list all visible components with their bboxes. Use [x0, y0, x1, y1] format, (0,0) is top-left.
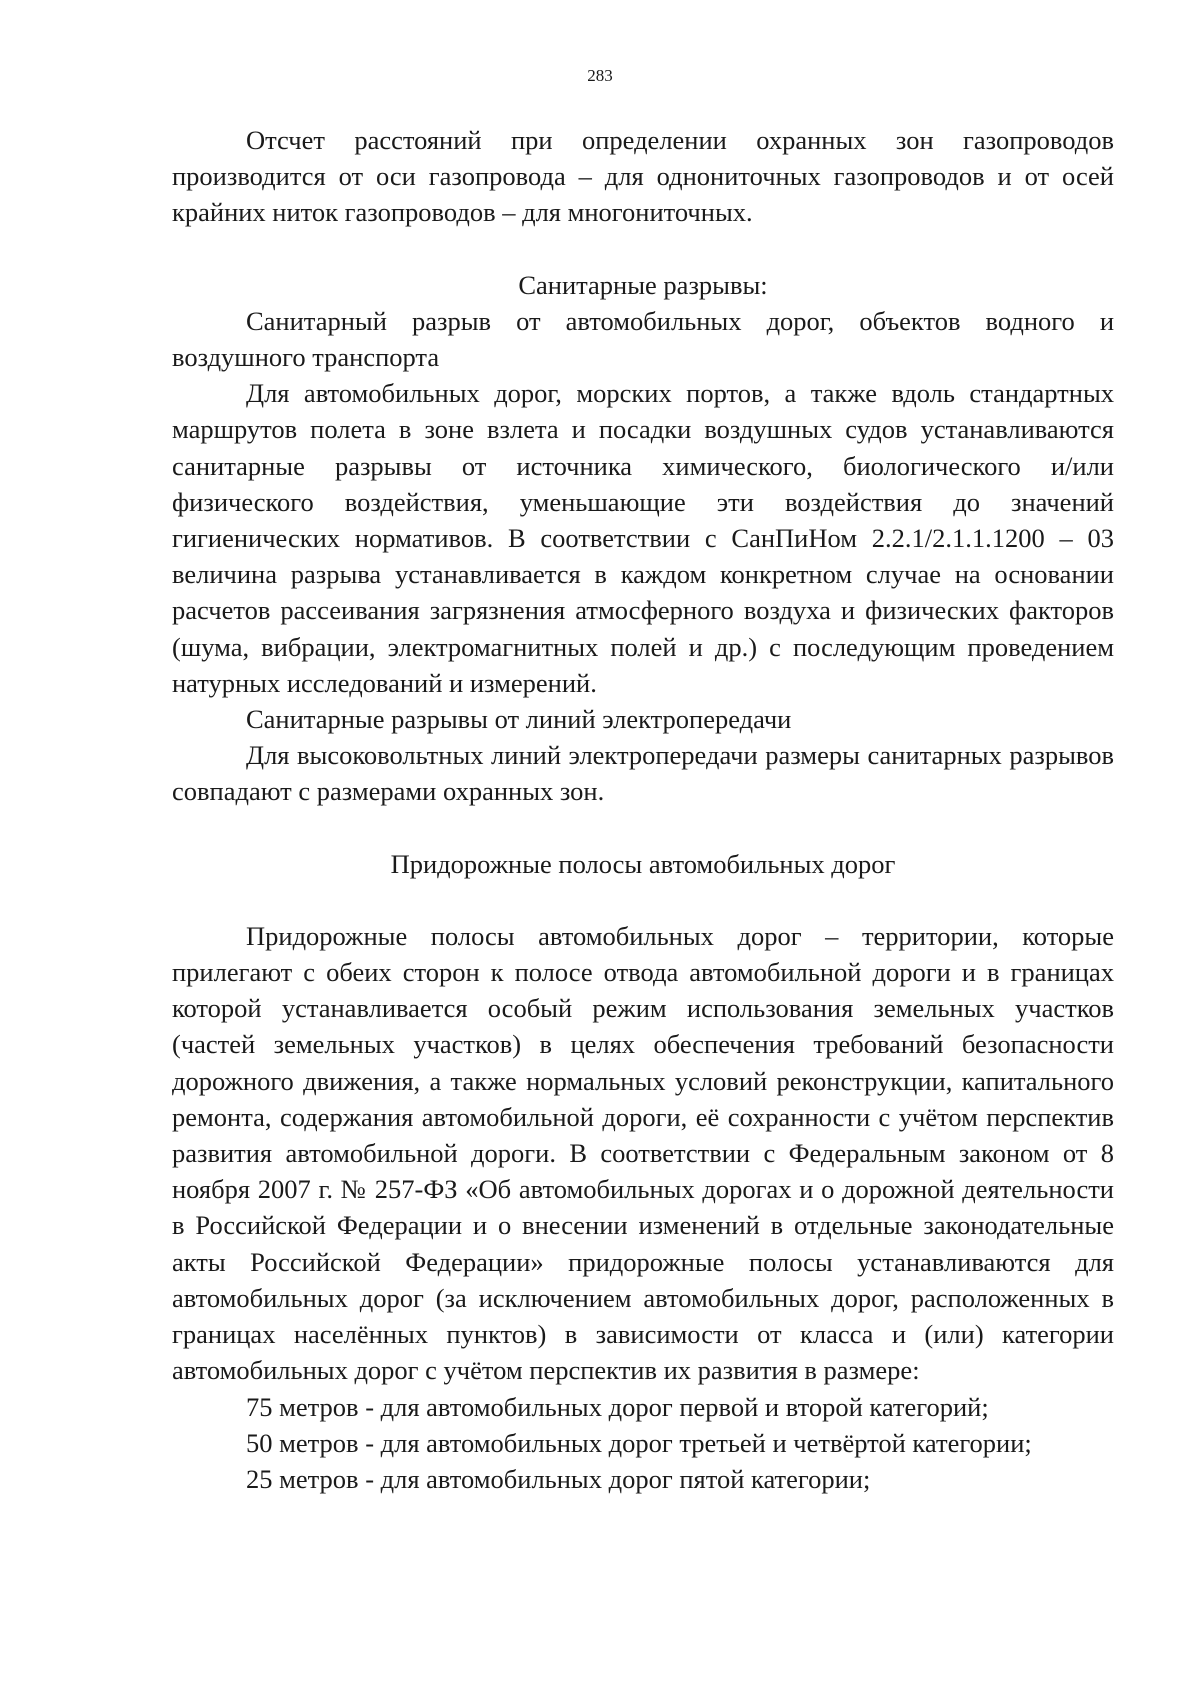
spacer — [172, 810, 1114, 846]
paragraph-sanitary-gap-roads: Санитарный разрыв от автомобильных дорог, объектов водного и воздушного транспорта — [172, 305, 1114, 373]
paragraph-high-voltage-lines: Для высоковольтных линий электропередачи размеры санитарных разрывов совпадают с размерами охранных зон. — [172, 740, 1114, 807]
heading-roadside-strips: Придорожные полосы автомобильных дорог — [390, 848, 896, 879]
spacer — [172, 882, 1114, 918]
heading-sanitary-gaps: Санитарные разрывы: — [518, 269, 768, 300]
list-item-50-meters: 50 метров - для автомобильных дорог третьей и четвёртой категории; — [246, 1427, 1032, 1458]
paragraph-sanitary-gap-details: Для автомобильных дорог, морских портов, а также вдоль стандартных маршрутов полета в зоне взлета и посадки воздушных судов устанавливаются санитарные разрывы от источника химического, биологического и/или физического воздействия, уменьшающие эти воздействия до значений гигиенических нормативов. В соответствии с СанПиНом 2.2.1/2.1.1.1200 – 03 величина разрыва устанавливается в каждом конкретном случае на основании расчетов рассеивания загрязнения атмосферного воздуха и физических факторов (шума, вибрации, электромагнитных полей и др.) с последующим проведением натурных исследований и измерений. — [172, 378, 1114, 698]
list-item-75-meters: 75 метров - для автомобильных дорог первой и второй категорий; — [246, 1391, 989, 1422]
paragraph-sanitary-gap-power-lines: Санитарные разрывы от линий электропередачи — [246, 704, 792, 735]
document-body — [172, 122, 1114, 1497]
paragraph-gas-pipeline-distance: Отсчет расстояний при определении охранных зон газопроводов производится от оси газопровода – для однониточных газопроводов и от осей крайних ниток газопроводов – для многониточных. — [172, 125, 1114, 228]
list-item-25-meters: 25 метров - для автомобильных дорог пятой категории; — [246, 1463, 871, 1494]
spacer — [172, 231, 1114, 267]
page-number: 283 — [587, 66, 613, 85]
paragraph-roadside-strips-definition: Придорожные полосы автомобильных дорог – территории, которые прилегают с обеих сторон к полосе отвода автомобильной дороги и в границах которой устанавливается особый режим использования земельных участков (частей земельных участков) в целях обеспечения требований безопасности дорожного движения, а также нормальных условий реконструкции, капитального ремонта, содержания автомобильной дороги, её сохранности с учётом перспектив развития автомобильной дороги. В соответствии с Федеральным законом от 8 ноября 2007 г. № 257-ФЗ «Об автомобильных дорогах и о дорожной деятельности в Российской Федерации и о внесении изменений в отдельные законодательные акты Российской Федерации» придорожные полосы устанавливаются для автомобильных дорог (за исключением автомобильных дорог, расположенных в границах населённых пунктов) в зависимости от класса и (или) категории автомобильных дорог с учётом перспектив их развития в размере: — [172, 920, 1114, 1386]
